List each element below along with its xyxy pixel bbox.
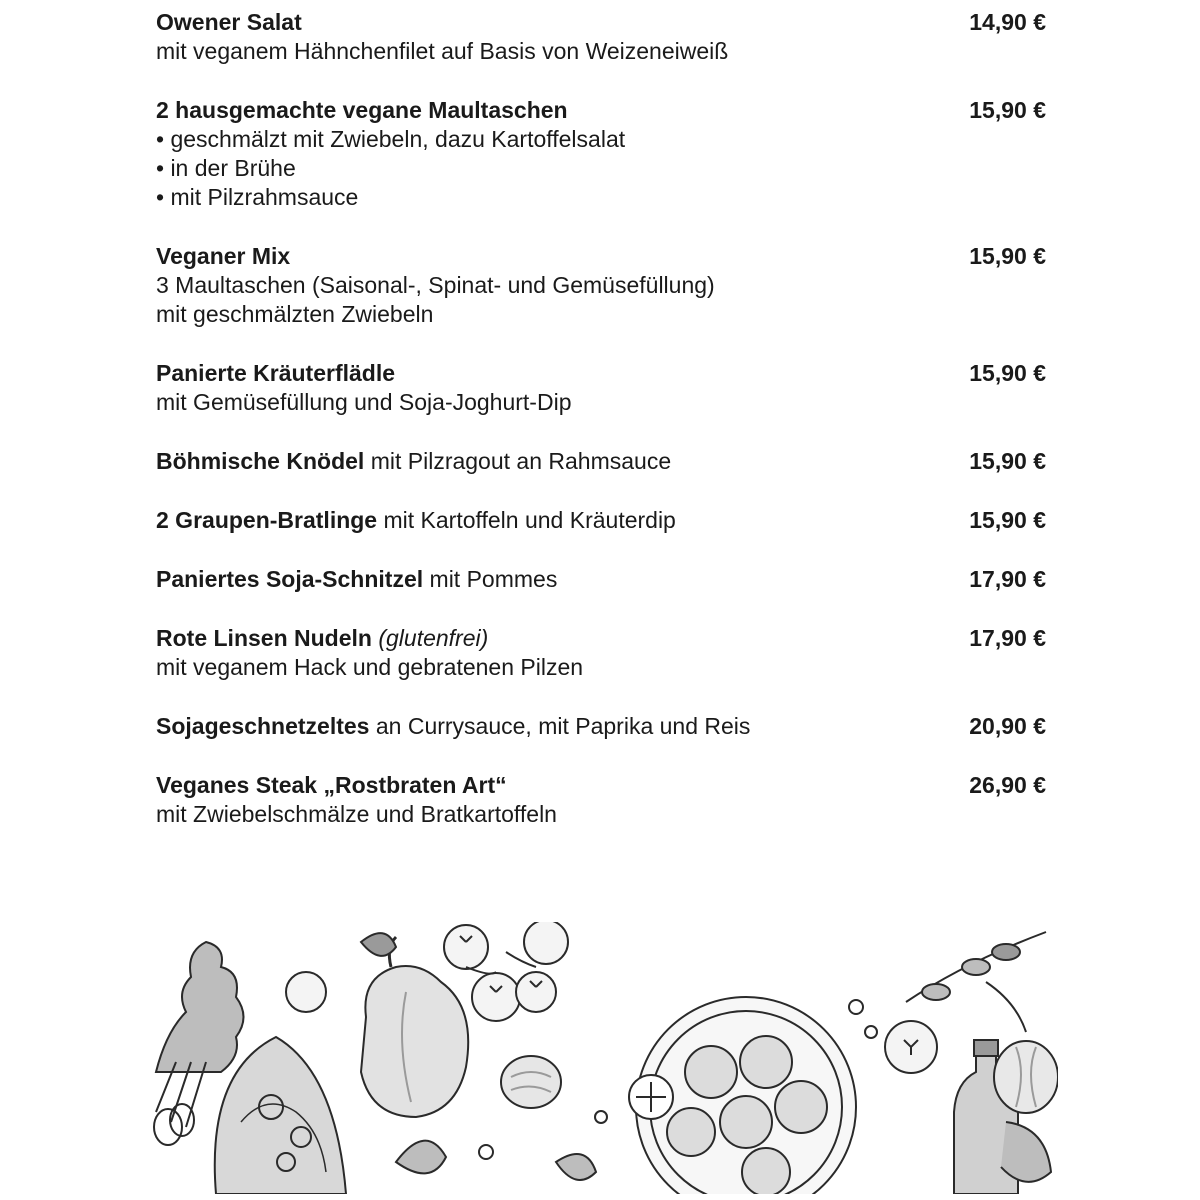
dish-name: 2 hausgemachte vegane Maultaschen [156,97,568,123]
dish-price: 20,90 € [969,713,1046,739]
dish-name: Veganes Steak „Rostbraten Art“ [156,772,507,798]
menu-item [156,771,1046,829]
tomato-icon [885,1021,937,1073]
dish-name: Veganer Mix [156,243,291,269]
dish-price: 17,90 € [969,566,1046,592]
menu-item [156,8,1046,66]
dish-description: mit Gemüsefüllung und Soja-Joghurt-Dip [156,389,572,415]
menu-item [156,359,1046,417]
dish-description: • geschmälzt mit Zwiebeln, dazu Kartoffelsalat [156,126,626,152]
vegetable-illustration [146,922,1058,1194]
dish-suffix: an Currysauce, mit Paprika und Reis [369,713,751,739]
dish-name: Rote Linsen Nudeln [156,625,372,651]
dish-price: 14,90 € [969,9,1046,35]
menu-item [156,447,1046,476]
dish-suffix: mit Kartoffeln und Kräuterdip [377,507,676,533]
dish-description: • in der Brühe [156,155,296,181]
dish-description: mit veganem Hack und gebratenen Pilzen [156,654,584,680]
dish-price: 15,90 € [969,360,1046,386]
plate-icon [629,997,856,1194]
dish-price: 15,90 € [969,243,1046,269]
dish-suffix: mit Pilzragout an Rahmsauce [364,448,672,474]
dish-name: Owener Salat [156,9,302,35]
falafel-icon [501,1056,561,1108]
dish-name: 2 Graupen-Bratlinge [156,507,378,533]
dish-price: 15,90 € [969,448,1046,474]
dish-description: • mit Pilzrahmsauce [156,184,359,210]
menu-item [156,624,1046,682]
dish-price: 26,90 € [969,772,1046,798]
dish-name: Sojageschnetzeltes [156,713,370,739]
dish-description: 3 Maultaschen (Saisonal-, Spinat- und Gemüsefüllung) [156,272,715,298]
dish-price: 17,90 € [969,625,1046,651]
onion-rings-icon [154,1104,194,1145]
menu-item [156,506,1046,535]
dish-description: mit geschmälzten Zwiebeln [156,301,434,327]
dish-note: (glutenfrei) [378,625,489,651]
menu-item [156,242,1046,329]
olive-branch-icon [906,932,1046,1032]
wrap-icon [215,1037,346,1194]
dish-price: 15,90 € [969,97,1046,123]
dish-description: mit veganem Hähnchenfilet auf Basis von Weizeneiweiß [156,38,729,64]
dish-name: Panierte Kräuterflädle [156,360,396,386]
menu-item [156,96,1046,212]
dish-name: Paniertes Soja-Schnitzel [156,566,424,592]
dish-name: Böhmische Knödel [156,448,365,474]
dish-description: mit Zwiebelschmälze und Bratkartoffeln [156,801,557,827]
dish-price: 15,90 € [969,507,1046,533]
menu-item [156,565,1046,594]
menu-item [156,712,1046,741]
dish-suffix: mit Pommes [423,566,558,592]
